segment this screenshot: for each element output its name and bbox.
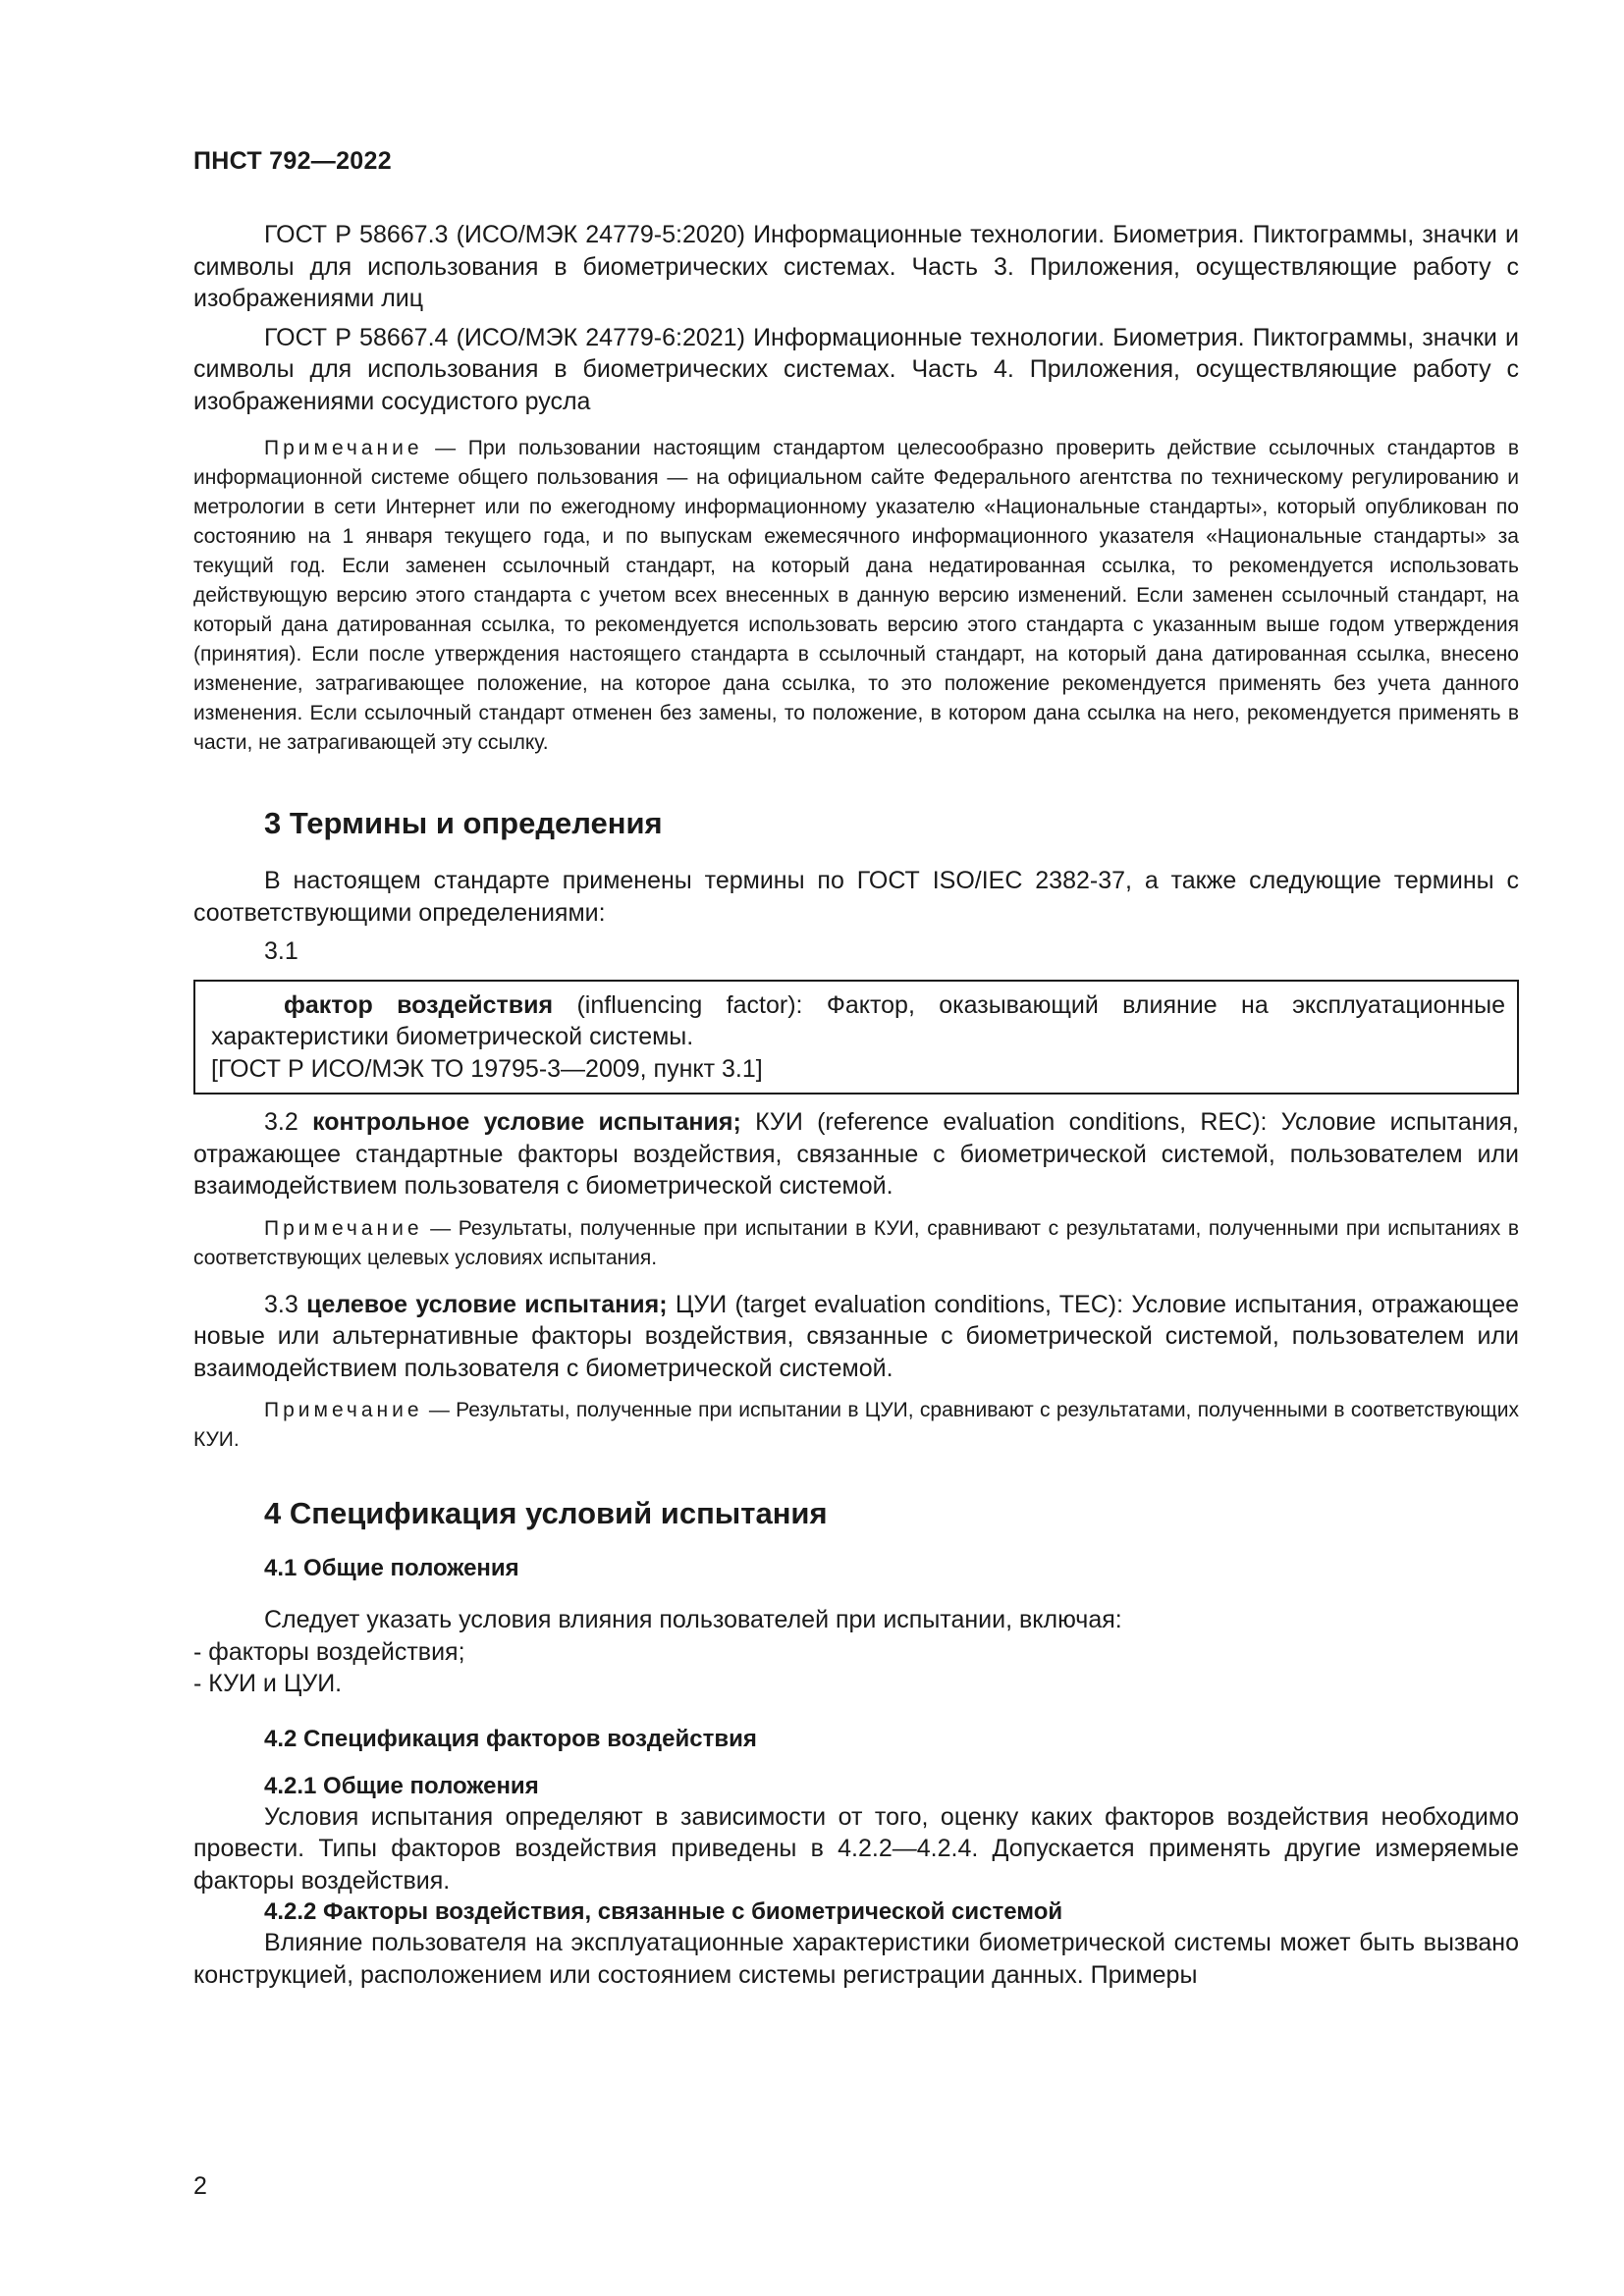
subsection-4-2-2-heading: 4.2.2 Факторы воздействия, связанные с биометрической системой xyxy=(264,1898,1063,1925)
term-3-3-definition xyxy=(193,1289,1519,1385)
section-3-intro: В настоящем стандарте применены термины по ГОСТ ISO/IEC 2382-37, а также следующие термины с соответствующими определениями: xyxy=(193,867,1519,927)
term-3-1-number: 3.1 xyxy=(264,937,298,965)
condition-list xyxy=(193,1636,1519,1700)
term-3-3-text: ЦУИ (target evaluation conditions, TEC): Условие испытания, отражающее новые или альтернативные факторы воздействия, связанные с биометрической системой, пользователем или взаимодействием пользователя с биометрической системой. xyxy=(193,1290,1520,1382)
document-page xyxy=(193,147,1519,1998)
term-3-2-text: КУИ (reference evaluation conditions, REC): Условие испытания, отражающее стандартные факторы воздействия, связанные с биометрической системой, пользователем или взаимодействием пользователя с биометрической системой. xyxy=(193,1108,1519,1200)
term-3-1-definition xyxy=(211,989,1505,1053)
reference-entry: ГОСТ Р 58667.3 (ИСО/МЭК 24779-5:2020) Информационные технологии. Биометрия. Пиктограммы, значки и символы для использования в биометрических системах. Часть 3. Приложения, осуществляющие работу с изображениями лиц xyxy=(193,221,1519,312)
subsection-4-2-1-heading: 4.2.1 Общие положения xyxy=(264,1772,539,1799)
note-label: Примечание xyxy=(264,437,423,459)
note-paragraph xyxy=(193,1214,1519,1273)
term-3-1-source: [ГОСТ Р ИСО/МЭК ТО 19795-3—2009, пункт 3.1] xyxy=(211,1054,763,1083)
subsection-4-1-text: Следует указать условия влияния пользователей при испытании, включая: xyxy=(264,1606,1122,1633)
note-label: Примечание xyxy=(264,1399,423,1421)
note-text: — Результаты, полученные при испытании в КУИ, сравнивают с результатами, полученными при испытаниях в соответствующих целевых условиях испытания. xyxy=(193,1216,1519,1269)
page-number: 2 xyxy=(193,2172,207,2200)
note-text: — При пользовании настоящим стандартом целесообразно проверить действие ссылочных стандартов в информационной системе общего пользования — на официальном сайте Федерального агентства по техническому регулированию и метрологии в сети Интернет или по ежегодному информационному указателю «Национальные стандарты», который опубликован по состоянию на 1 января текущего года, и по выпускам ежемесячного информационного указателя «Национальные стандарты» за текущий год. Если заменен ссылочный стандарт, на который дана недатированная ссылка, то рекомендуется использовать действующую версию этого стандарта с учетом всех внесенных в данную версию изменений. Если заменен ссылочный стандарт, на который дана датированная ссылка, то рекомендуется использовать версию этого стандарта с указанным выше годом утверждения (принятия). Если после утверждения настоящего стандарта в ссылочный стандарт, на который дана датированная ссылка, внесено изменение, затрагивающее положение, на которое дана ссылка, то это положение рекомендуется применять без учета данного изменения. Если ссылочный стандарт отменен без замены, то положение, в котором дана ссылка на него, рекомендуется применять в части, не затрагивающей эту ссылку. xyxy=(193,437,1519,754)
note-paragraph xyxy=(193,1396,1519,1455)
subsection-4-2-2-text: Влияние пользователя на эксплуатационные характеристики биометрической системы может быть вызвано конструкцией, расположением или состоянием системы регистрации данных. Примеры xyxy=(193,1929,1519,1989)
note-text: — Результаты, полученные при испытании в ЦУИ, сравнивают с результатами, полученными в соответствующих КУИ. xyxy=(193,1399,1519,1451)
reference-entry: ГОСТ Р 58667.4 (ИСО/МЭК 24779-6:2021) Информационные технологии. Биометрия. Пиктограммы, значки и символы для использования в биометрических системах. Часть 4. Приложения, осуществляющие работу с изображениями сосудистого русла xyxy=(193,323,1519,415)
list-item: - факторы воздействия; xyxy=(193,1637,465,1666)
note-label: Примечание xyxy=(264,1216,423,1240)
term-3-1-text: (influencing factor): Фактор, оказывающий влияние на эксплуатационные характеристики биометрической системы. xyxy=(211,990,1505,1050)
section-4-heading: 4 Спецификация условий испытания xyxy=(264,1496,828,1530)
note-paragraph xyxy=(193,434,1519,758)
list-item: - КУИ и ЦУИ. xyxy=(193,1670,343,1697)
section-3-heading: 3 Термины и определения xyxy=(264,806,663,840)
term-3-1-box xyxy=(193,980,1519,1095)
term-3-2-definition xyxy=(193,1106,1519,1202)
subsection-4-2-1-text: Условия испытания определяют в зависимости от того, оценку каких факторов воздействия необходимо провести. Типы факторов воздействия приведены в 4.2.2—4.2.4. Допускается применять другие измеряемые факторы воздействия. xyxy=(193,1802,1519,1895)
subsection-4-1-heading: 4.1 Общие положения xyxy=(264,1555,519,1581)
term-3-2-term: контрольное условие испытания; xyxy=(312,1108,741,1136)
term-3-3-number: 3.3 xyxy=(264,1290,307,1318)
term-3-3-term: целевое условие испытания; xyxy=(306,1290,668,1318)
document-header: ПНСТ 792—2022 xyxy=(193,147,392,175)
term-3-1-term: фактор воздействия xyxy=(284,990,554,1019)
subsection-4-2-heading: 4.2 Спецификация факторов воздействия xyxy=(264,1725,757,1752)
term-3-2-number: 3.2 xyxy=(264,1108,313,1136)
